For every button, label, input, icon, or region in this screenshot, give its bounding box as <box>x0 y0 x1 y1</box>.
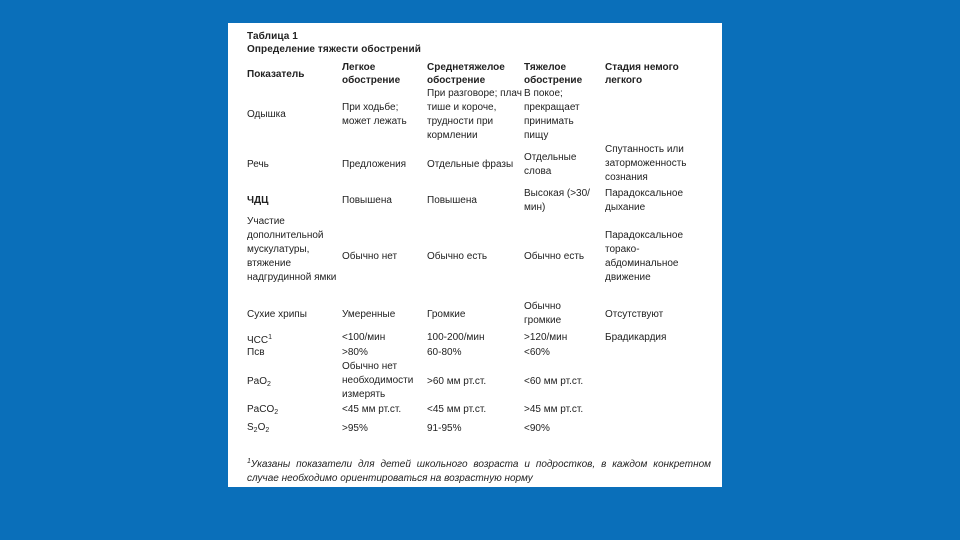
row-9-mild: >95% <box>342 423 368 434</box>
row-4-indicator: Сухие хрипы <box>247 309 307 320</box>
row-7-indicator-sub: 2 <box>267 381 271 388</box>
row-3-mild: Обычно нет <box>342 251 398 262</box>
header-severe: Тяжелое обострение <box>524 62 583 86</box>
table-document <box>228 23 722 487</box>
row-3-indicator: Участие дополнительной мускулатуры, втяжение надгрудинной ямки <box>247 216 337 283</box>
row-9-indicator-sub: 2 <box>253 427 258 434</box>
row-1-severe: Отдельные слова <box>524 152 577 177</box>
row-8-severe: >45 мм рт.ст. <box>524 404 584 415</box>
table-caption: Таблица 1 <box>247 31 298 42</box>
row-8-indicator-sub: 2 <box>274 409 279 416</box>
row-0-mild: При ходьбе; может лежать <box>342 102 407 127</box>
row-8-mild: <45 мм рт.ст. <box>342 404 402 415</box>
row-6-moderate: 60-80% <box>427 347 462 358</box>
row-1-indicator: Речь <box>247 159 269 170</box>
row-2-severe: Высокая (>30/мин) <box>524 188 590 213</box>
footnote-marker: 1 <box>247 458 251 465</box>
header-arrest: Стадия немого легкого <box>605 62 679 86</box>
header-mild: Легкое обострение <box>342 62 401 86</box>
row-4-arrest: Отсутствуют <box>605 309 664 320</box>
row-6-severe: <60% <box>524 347 550 358</box>
row-8-moderate: <45 мм рт.ст. <box>427 404 487 415</box>
row-5-severe: >120/мин <box>524 332 568 343</box>
row-2-moderate: Повышена <box>427 195 477 206</box>
row-0-indicator: Одышка <box>247 109 286 120</box>
row-9-indicator-sub2: 2 <box>265 427 270 434</box>
row-4-severe: Обычно громкие <box>524 301 562 326</box>
row-1-moderate: Отдельные фразы <box>427 159 514 170</box>
row-5-mild: <100/мин <box>342 332 386 343</box>
header-indicator: Показатель <box>247 69 305 80</box>
row-9-moderate: 91-95% <box>427 423 462 434</box>
row-9-indicator: $S_2O_2$ <box>247 422 270 434</box>
row-5-moderate: 100-200/мин <box>427 332 485 343</box>
row-7-mild: Обычно нет необходимости измерять <box>342 361 414 400</box>
header-moderate: Среднетяжелое обострение <box>427 62 505 86</box>
footnote <box>247 455 711 486</box>
row-7-moderate: >60 мм рт.ст. <box>427 376 487 387</box>
footnote-text: Указаны показатели для детей школьного возраста и подростков, в каждом конкретном случае необходимо ориентироваться на возрастную норму <box>247 459 711 484</box>
table-title: Определение тяжести обострений <box>247 44 421 55</box>
row-5-arrest: Брадикардия <box>605 332 667 343</box>
row-0-severe: В покое; прекращает принимать пищу <box>524 88 580 141</box>
row-2-arrest: Парадоксальное дыхание <box>605 188 684 213</box>
row-9-severe: <90% <box>524 423 550 434</box>
row-0-moderate: При разговоре; плач тише и короче, трудности при кормлении <box>427 88 522 141</box>
row-3-severe: Обычно есть <box>524 251 585 262</box>
row-4-moderate: Громкие <box>427 309 466 320</box>
row-1-arrest: Спутанность или заторможенность сознания <box>605 144 687 183</box>
row-2-mild: Повышена <box>342 195 392 206</box>
row-7-severe: <60 мм рт.ст. <box>524 376 584 387</box>
row-6-indicator: Псв <box>247 347 265 358</box>
row-3-arrest: Парадоксальное торако-абдоминальное движение <box>605 230 684 283</box>
row-8-indicator: PaCO$_2$ <box>247 404 279 416</box>
row-6-mild: >80% <box>342 347 368 358</box>
row-1-mild: Предложения <box>342 159 407 170</box>
row-5-indicator-sup: 1 <box>268 334 273 341</box>
row-7-indicator: PaO$_2$ <box>247 376 271 388</box>
row-3-moderate: Обычно есть <box>427 251 488 262</box>
row-2-indicator: ЧДЦ <box>247 195 269 206</box>
row-4-mild: Умеренные <box>342 309 396 320</box>
row-5-indicator: ЧСС$^1$ <box>247 334 273 346</box>
